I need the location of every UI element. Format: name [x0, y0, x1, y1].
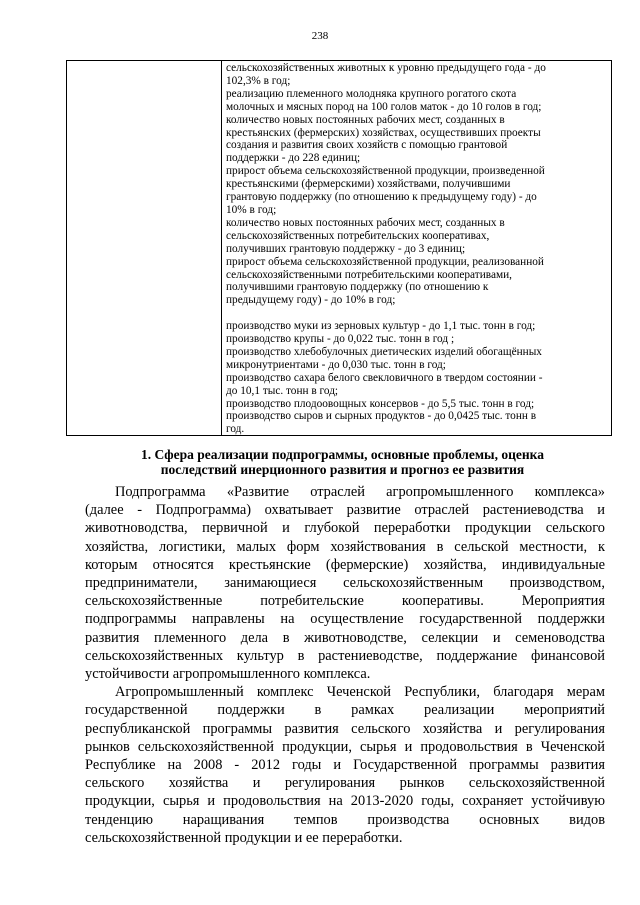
paragraph-2 — [85, 683, 605, 847]
table-cell-line: 10% в год; — [226, 203, 277, 216]
page-number: 238 — [311, 30, 329, 42]
table-cell-spacer — [226, 307, 606, 320]
table-cell-line: год. — [226, 423, 245, 436]
table-cell-line: молочных и мясных пород на 100 голов маток - до 10 голов в год; — [226, 100, 542, 113]
paragraph-line: сельскохозяйственной продукции и ее переработки. — [85, 829, 403, 846]
table-cell-line: крестьянских (фермерских) хозяйствах, осуществивших проекты — [226, 126, 541, 139]
table-cell-line: получивших грантовую поддержку - до 3 единиц; — [226, 242, 466, 255]
paragraph-line: сельскохозяйственные потребительские кооперативы. Мероприятия — [85, 593, 605, 610]
table-cell-line: количество новых постоянных рабочих мест, созданных в — [226, 113, 505, 126]
indicators-table — [66, 60, 612, 436]
paragraph-line: тенденцию наращивания темпов производства основных видов — [85, 811, 605, 828]
paragraph-line: республиканской программы развития сельского хозяйства и регулирования — [85, 720, 605, 737]
paragraph-line: Подпрограмма «Развитие отраслей агропромышленного комплекса» — [115, 484, 605, 500]
paragraph-line: предприниматели, занимающиеся сельскохозяйственным производством, — [85, 575, 605, 592]
table-cell-line: производство хлебобулочных диетических изделий обогащённых — [226, 345, 542, 358]
paragraph-line: (далее - Подпрограмма) охватывает развитие отраслей растениеводства и — [85, 502, 605, 519]
table-cell-line: поддержки - до 228 единиц; — [226, 152, 361, 165]
table-cell-line: количество новых постоянных рабочих мест, созданных в — [226, 216, 505, 229]
table-right-cell — [226, 62, 606, 436]
paragraph-line: подпрограммы направлены на осуществление государственной поддержки — [85, 611, 605, 628]
paragraph-line: животноводства, первичной и глубокой переработки продукции сельского — [85, 520, 605, 537]
table-cell-line: предыдущему году) - до 10% в год; — [226, 294, 396, 307]
paragraph-line: Агропромышленный комплекс Чеченской Республики, благодаря мерам — [115, 684, 605, 701]
paragraph-line: продукции, сырья и продовольствия на 2013-2020 годы, сохраняет устойчивую — [85, 793, 605, 810]
section-heading-line-2: последствий инерционного развития и прогноз ее развития — [160, 462, 525, 477]
table-cell-line: до 10,1 тыс. тонн в год; — [226, 384, 339, 397]
paragraph-line: устойчивости агропромышленного комплекса. — [85, 666, 371, 683]
table-cell-line: крестьянскими (фермерскими) хозяйствами, получившими — [226, 178, 511, 191]
table-cell-line: производство сыров и сырных продуктов - до 0,0425 тыс. тонн в — [226, 410, 537, 423]
paragraph-line: Республике на 2008 - 2012 годы и Государственной программы развития — [85, 757, 605, 774]
paragraph-1 — [85, 483, 605, 683]
table-cell-line: реализацию племенного молодняка крупного рогатого скота — [226, 87, 517, 100]
table-cell-line: производство сахара белого свекловичного в твердом состоянии - — [226, 371, 543, 384]
table-cell-line: сельскохозяйственных потребительских кооперативах, — [226, 229, 490, 242]
table-cell-line: 102,3% в год; — [226, 74, 291, 87]
table-column-divider — [221, 61, 222, 435]
table-cell-line: получившими грантовую поддержку (по отношению к — [226, 281, 489, 294]
paragraph-line: развития племенного дела в животноводстве, селекции и семеноводства — [85, 629, 605, 646]
table-cell-line: производство крупы - до 0,022 тыс. тонн в год ; — [226, 333, 455, 346]
paragraph-line: сельскохозяйственных культур в растениеводстве, поддержание финансовой — [85, 647, 605, 664]
paragraph-line: хозяйства, логистики, малых форм хозяйствования в сельской местности, к — [85, 538, 605, 555]
table-cell-line: прирост объема сельскохозяйственной продукции, произведенной — [226, 165, 545, 178]
table-cell-line: сельскохозяйственных животных к уровню предыдущего года - до — [226, 62, 546, 74]
paragraph-line: государственной поддержки в рамках реализации мероприятий — [85, 702, 605, 719]
table-cell-line: грантовую поддержку (по отношению к предыдущему году) - до — [226, 191, 537, 204]
paragraph-line: которым относятся крестьянские (фермерские) хозяйства, индивидуальные — [85, 556, 605, 573]
table-cell-line: сельскохозяйственными потребительскими кооперативами, — [226, 268, 512, 281]
paragraph-line: рынков сельскохозяйственной продукции, сырья и продовольствия в Чеченской — [85, 738, 605, 755]
table-cell-line: производство плодоовощных консервов - до 5,5 тыс. тонн в год; — [226, 397, 535, 410]
body-text — [85, 483, 605, 847]
section-heading — [75, 447, 610, 477]
paragraph-line: сельского хозяйства и регулирования рынков сельскохозяйственной — [85, 775, 605, 792]
section-heading-line-1: 1. Сфера реализации подпрограммы, основные проблемы, оценка — [141, 447, 544, 462]
table-cell-line: прирост объема сельскохозяйственной продукции, реализованной — [226, 255, 544, 268]
table-cell-line: микронутриентами - до 0,030 тыс. тонн в год; — [226, 358, 446, 371]
table-cell-line: создания и развития своих хозяйств с помощью грантовой — [226, 139, 508, 152]
table-cell-line: производство муки из зерновых культур - до 1,1 тыс. тонн в год; — [226, 320, 536, 333]
